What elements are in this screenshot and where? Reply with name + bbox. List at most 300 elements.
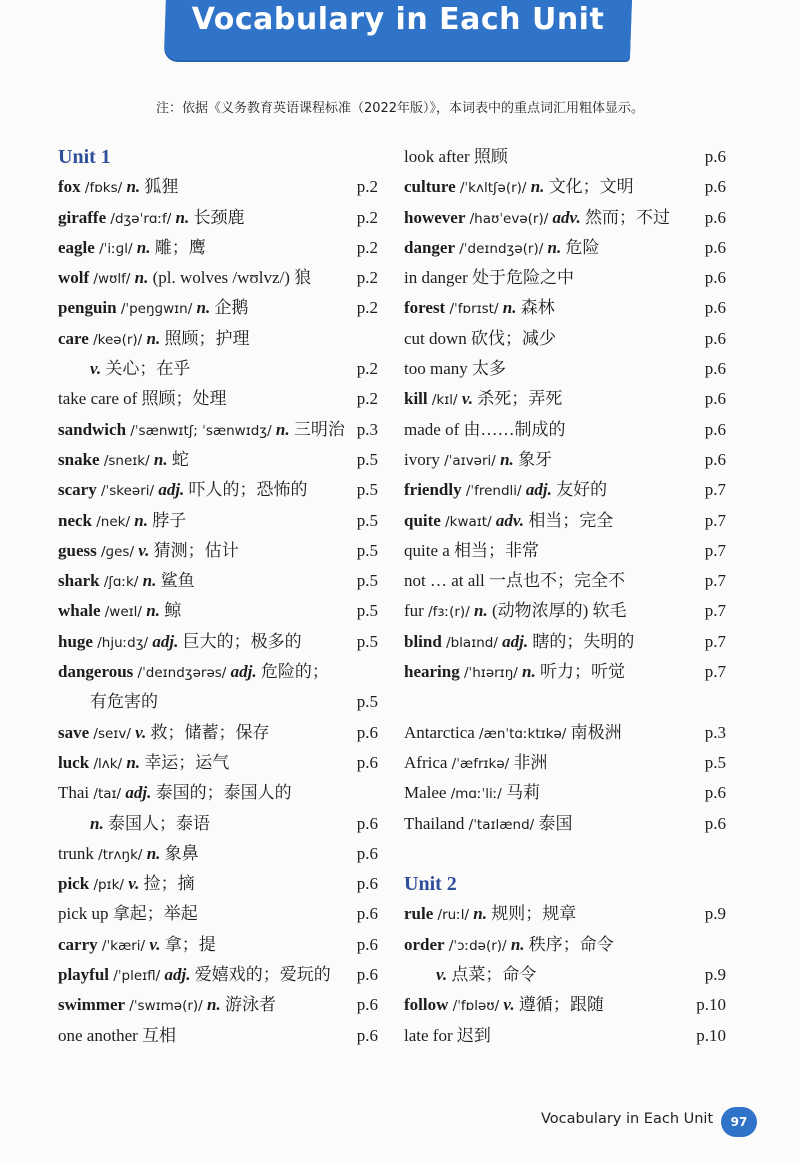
vocab-entry [58,415,378,445]
vocab-entry [404,990,726,1020]
page-ref: p.7 [704,510,726,530]
entry-text [404,172,634,203]
phonetic: /hjuːdʒ/ [97,634,149,651]
definition: 泰国人；泰语 [107,813,210,833]
page-ref: p.6 [704,207,726,227]
part-of-speech: v. [128,874,140,894]
part-of-speech: n. [275,419,290,439]
definition: 照顾；护理 [164,328,250,348]
entry-text [404,718,622,749]
page-ref: p.2 [356,207,378,227]
headword: scary [58,480,97,500]
page-ref: p.10 [696,1025,726,1045]
vocab-entry [404,233,726,263]
phrase: take care of 照顾；处理 [58,389,227,409]
definition: 脖子 [152,510,187,530]
entry-text [58,718,270,749]
part-of-speech: adv. [552,207,581,227]
phonetic: /ruːl/ [437,907,470,924]
headword: snake [58,449,100,469]
part-of-speech: n. [530,177,545,197]
entry-text [404,566,625,596]
page-ref: p.6 [356,995,378,1015]
headword: kill [404,389,428,409]
part-of-speech: adj. [152,631,179,651]
entry-text [58,657,329,688]
phonetic: /ˈfrendli/ [465,483,522,500]
headword: playful [58,965,110,985]
phonetic: /ˈhɪərɪŋ/ [463,665,518,682]
entry-text [58,172,178,203]
vocab-entry [58,930,378,960]
part-of-speech: adj. [158,480,185,500]
definition: 象牙 [518,449,553,469]
entry-text [404,596,627,627]
entry-text [58,869,195,900]
part-of-speech: n. [547,237,562,257]
phonetic: /haʊˈevə(r)/ [469,210,549,227]
part-of-speech: n. [146,843,161,863]
entry-text [58,627,302,658]
vocab-entry [58,960,378,990]
definition: 巨大的；极多的 [182,631,302,651]
phonetic: /ˈkʌltʃə(r)/ [459,180,527,197]
headword: whale [58,601,101,621]
entry-text [404,324,556,354]
vocab-entry [404,415,726,445]
part-of-speech: v. [503,995,515,1015]
vocab-entry [404,748,726,778]
entry-text [404,536,539,566]
headword: follow [404,995,449,1015]
headword: culture [404,177,456,197]
phonetic: /kwaɪt/ [445,513,492,530]
definition: 危险的； [260,662,329,682]
headword: save [58,722,90,742]
entry-text [90,809,210,839]
page-ref: p.5 [356,449,378,469]
page-ref: p.6 [704,783,726,803]
phonetic: /ˈfɒrɪst/ [449,301,499,318]
entry-text [404,899,576,930]
entry-text [404,203,670,234]
phrase: late for 迟到 [404,1025,491,1045]
phonetic: /ˈkæri/ [101,937,146,954]
definition: 关心；在乎 [105,359,191,379]
definition: 狐狸 [144,177,179,197]
vocab-entry [58,657,378,687]
part-of-speech: n. [134,268,149,288]
page-number-badge: 97 [721,1107,757,1137]
page-ref: p.6 [356,813,378,833]
vocab-entry [404,142,726,172]
definition: 杀死；弄死 [477,389,563,409]
page-ref: p.6 [704,237,726,257]
entry-text [58,960,331,991]
phonetic: /blaɪnd/ [446,634,498,651]
phonetic: /weɪl/ [104,604,142,621]
header-note: 注：依据《义务教育英语课程标准（2022年版）》，本词表中的重点词汇用粗体显示。 [155,101,645,116]
page-ref: p.6 [704,419,726,439]
page-ref: p.7 [704,601,726,621]
entry-text [58,506,186,537]
phonetic: /mɑːˈliː/ [450,786,502,803]
phonetic: /ˈɔːdə(r)/ [448,937,507,954]
entry-text [58,748,229,779]
vocab-entry [404,960,726,990]
vocab-entry [404,930,726,960]
definition: 拿；提 [164,934,216,954]
phonetic: /fɒks/ [84,180,123,197]
entry-text [58,930,216,961]
word: Malee [404,783,447,803]
entry-text [58,1021,176,1051]
part-of-speech: n. [90,813,104,833]
phonetic: /ˈdeɪndʒə(r)/ [459,240,544,257]
page-ref: p.9 [704,904,726,924]
phonetic: /keə(r)/ [93,331,143,348]
part-of-speech: adj. [502,631,529,651]
entry-text [58,263,311,294]
entry-text [404,384,562,415]
entry-text [404,445,552,476]
part-of-speech: n. [473,904,488,924]
page-title: Vocabulary in Each Unit [191,2,605,37]
part-of-speech: n. [146,328,161,348]
definition: 爱嬉戏的；爱玩的 [194,965,331,985]
page-ref: p.6 [704,268,726,288]
unit-heading [58,142,378,172]
headword: carry [58,934,98,954]
vocab-entry [404,384,726,414]
headword: rule [404,904,434,924]
phonetic: /ʃɑːk/ [103,574,139,591]
definition: 鲸 [164,601,182,621]
phonetic: /trʌŋk/ [98,846,143,863]
definition: (动物浓厚的) 软毛 [491,601,627,621]
entry-text [58,384,227,414]
part-of-speech: n. [153,449,168,469]
headword: danger [404,237,455,257]
page-ref: p.2 [356,177,378,197]
entry-text [404,1021,491,1051]
vocab-entry [404,354,726,384]
page-ref: p.6 [704,449,726,469]
page-ref: p.2 [356,268,378,288]
vocab-entry [404,899,726,929]
headword: blind [404,631,442,651]
vocab-entry [404,506,726,536]
phrase: not … at all 一点也不；完全不 [404,571,625,591]
page-ref: p.6 [704,177,726,197]
vocab-entry [58,263,378,293]
word: Thailand [404,813,465,833]
phrase: too many 太多 [404,359,506,379]
vocab-entry [58,203,378,233]
entry-text [404,263,574,293]
vocab-entry [58,748,378,778]
part-of-speech: adj. [125,783,152,803]
vocab-entry [58,1021,378,1051]
headword: dangerous [58,662,134,682]
part-of-speech: n. [142,571,157,591]
part-of-speech: adv. [495,510,525,530]
definition: (pl. wolves /wʊlvz/) 狼 [152,268,312,288]
phonetic: /fɜː(r)/ [428,604,470,621]
vocab-entry [404,566,726,596]
phonetic: /ˈpleɪfl/ [113,968,161,985]
vocab-entry [58,233,378,263]
definition: 友好的 [556,480,608,500]
entry-text [404,990,604,1021]
definition: 然而；不过 [584,207,670,227]
page-ref: p.9 [704,965,726,985]
page-ref: p.5 [356,692,378,712]
entry-text [404,233,599,264]
page-ref: p.7 [704,631,726,651]
unit-label: Unit 2 [404,873,457,896]
definition: 象鼻 [164,843,199,863]
phonetic: /ˈsænwɪtʃ; ˈsænwɪdʒ/ [130,422,272,439]
entry-text [404,354,506,384]
definition: 遵循；跟随 [518,995,604,1015]
page-ref: p.6 [704,147,726,166]
phonetic: /ˈswɪmə(r)/ [129,998,203,1015]
entry-text [58,233,206,264]
headword: quite [404,510,441,530]
vocab-entry [58,687,378,717]
word: Africa [404,752,448,772]
entry-text [58,899,198,929]
entry-text [404,930,614,961]
entry-text [404,142,508,172]
part-of-speech: n. [206,995,221,1015]
part-of-speech: n. [196,298,211,318]
page-ref: p.7 [704,540,726,560]
word: Antarctica [404,722,475,742]
definition: 幸运；运气 [144,752,230,772]
entry-text [404,809,572,840]
phonetic: /ˈfɒləʊ/ [452,998,500,1015]
phonetic: /seɪv/ [93,725,131,742]
entry-text [58,475,308,506]
definition: 猜测；估计 [153,540,239,560]
phonetic: /ɡes/ [100,543,134,560]
entry-text [436,960,536,990]
definition: 文化；文明 [548,177,634,197]
definition: 点菜；命令 [451,965,537,985]
part-of-speech: n. [500,449,514,469]
headword: pick [58,874,90,894]
vocab-entry [58,566,378,596]
vocab-entry [404,809,726,839]
part-of-speech: n. [474,601,488,621]
vocab-entry [404,536,726,566]
word: ivory [404,449,440,469]
phrase: in danger 处于危险之中 [404,268,574,288]
definition: 鲨鱼 [160,571,195,591]
vocab-entry [404,172,726,202]
vocab-entry [404,324,726,354]
page-ref: p.3 [356,419,378,439]
definition: 三明治 [293,419,345,439]
spacer [404,839,726,869]
phonetic: /ˈskeəri/ [100,483,155,500]
phrase: pick up 拿起；举起 [58,904,198,924]
part-of-speech: adj. [164,965,191,985]
entry-text [404,506,613,537]
footer-title: Vocabulary in Each Unit [541,1111,714,1127]
phrase: look after 照顾 [404,147,508,166]
entry-text [404,293,555,324]
definition: 泰国 [538,813,573,833]
definition: 游泳者 [224,995,276,1015]
unit-label: Unit 1 [58,146,111,168]
entry-text [58,536,239,567]
headword: penguin [58,298,117,318]
page-ref: p.6 [704,389,726,409]
definition: 雕；鹰 [154,237,206,257]
headword: order [404,934,445,954]
entry-text [404,657,625,688]
part-of-speech: n. [134,510,148,530]
page-ref: p.6 [356,965,378,985]
headword: shark [58,571,100,591]
part-of-speech: n. [126,752,141,772]
definition: 秩序；命令 [528,934,614,954]
page-ref: p.3 [704,722,726,742]
headword: friendly [404,480,462,500]
part-of-speech: n. [136,237,151,257]
part-of-speech: n. [522,662,536,682]
part-of-speech: v. [90,359,102,379]
page-ref: p.6 [356,722,378,742]
vocab-entry [404,203,726,233]
vocab-entry [58,475,378,505]
entry-text [58,990,276,1021]
vocab-entry [404,718,726,748]
vocab-entry [58,718,378,748]
headword: however [404,207,466,227]
definition: 森林 [520,298,555,318]
definition: 捡；摘 [143,874,195,894]
entry-text [58,839,199,870]
part-of-speech: n. [126,177,141,197]
vocab-entry [404,263,726,293]
vocab-entry [58,809,378,839]
phonetic: /sneɪk/ [103,452,150,469]
entry-text [90,354,190,384]
vocab-entry [58,354,378,384]
definition: 相当；完全 [528,510,614,530]
headword: guess [58,540,97,560]
part-of-speech: n. [510,934,525,954]
phonetic: /nek/ [96,513,131,530]
page-ref: p.6 [356,904,378,924]
part-of-speech: n. [146,601,160,621]
page-ref: p.5 [356,510,378,530]
phrase: made of 由……制成的 [404,419,566,439]
headword: care [58,328,89,348]
page-ref: p.5 [356,601,378,621]
page-ref: p.6 [704,359,726,379]
phonetic: /ænˈtɑːktɪkə/ [479,725,567,742]
word: trunk [58,843,94,863]
page-ref: p.6 [704,328,726,348]
phonetic: /ˈtaɪlænd/ [468,816,535,833]
part-of-speech: v. [436,965,448,985]
page-ref: p.5 [356,540,378,560]
definition: 非洲 [513,752,548,772]
phonetic: /taɪ/ [93,786,122,803]
page-ref: p.2 [356,298,378,318]
word: fur [404,601,424,621]
entry-text [58,324,249,355]
page-ref: p.5 [356,480,378,500]
headword: hearing [404,662,460,682]
headword: fox [58,177,81,197]
definition: 企鹅 [214,298,249,318]
vocab-entry [58,506,378,536]
page-ref: p.2 [356,389,378,409]
spacer [404,687,726,717]
entry-text [58,415,345,446]
vocab-entry [404,596,726,626]
phrase: quite a 相当；非常 [404,540,540,560]
headword: eagle [58,237,95,257]
entry-text [58,566,195,597]
phonetic: /ˈaɪvəri/ [444,452,496,469]
definition: 瞎的；失明的 [532,631,635,651]
entry-text [58,203,245,234]
definition: 有危害的 [90,692,158,712]
vocab-entry [58,899,378,929]
phonetic: /ˈæfrɪkə/ [451,755,510,772]
entry-text [90,687,158,717]
page-ref: p.5 [356,571,378,591]
definition: 危险 [565,237,600,257]
headword: giraffe [58,207,107,227]
phonetic: /ˈpeŋɡwɪn/ [120,301,193,318]
part-of-speech: v. [135,722,147,742]
vocab-entry [58,172,378,202]
definition: 长颈鹿 [193,207,245,227]
vocab-entry [58,839,378,869]
vocab-entry [58,596,378,626]
vocab-entry [58,627,378,657]
phrase: one another 互相 [58,1025,177,1045]
entry-text [58,293,249,324]
entry-text [404,748,547,779]
definition: 蛇 [171,449,189,469]
entry-text [58,445,189,476]
entry-text [58,596,181,627]
page-ref: p.2 [356,359,378,379]
headword: sandwich [58,419,127,439]
page-ref: p.6 [356,1025,378,1045]
page-ref: p.5 [356,631,378,651]
vocab-entry [58,536,378,566]
vocab-entry [404,475,726,505]
definition: 听力；听觉 [540,662,626,682]
right-column [404,142,726,1051]
page-ref: p.6 [356,934,378,954]
vocab-entry [404,627,726,657]
headword: forest [404,298,446,318]
definition: 救；储蓄；保存 [150,722,270,742]
headword: luck [58,752,90,772]
part-of-speech: v. [149,934,161,954]
